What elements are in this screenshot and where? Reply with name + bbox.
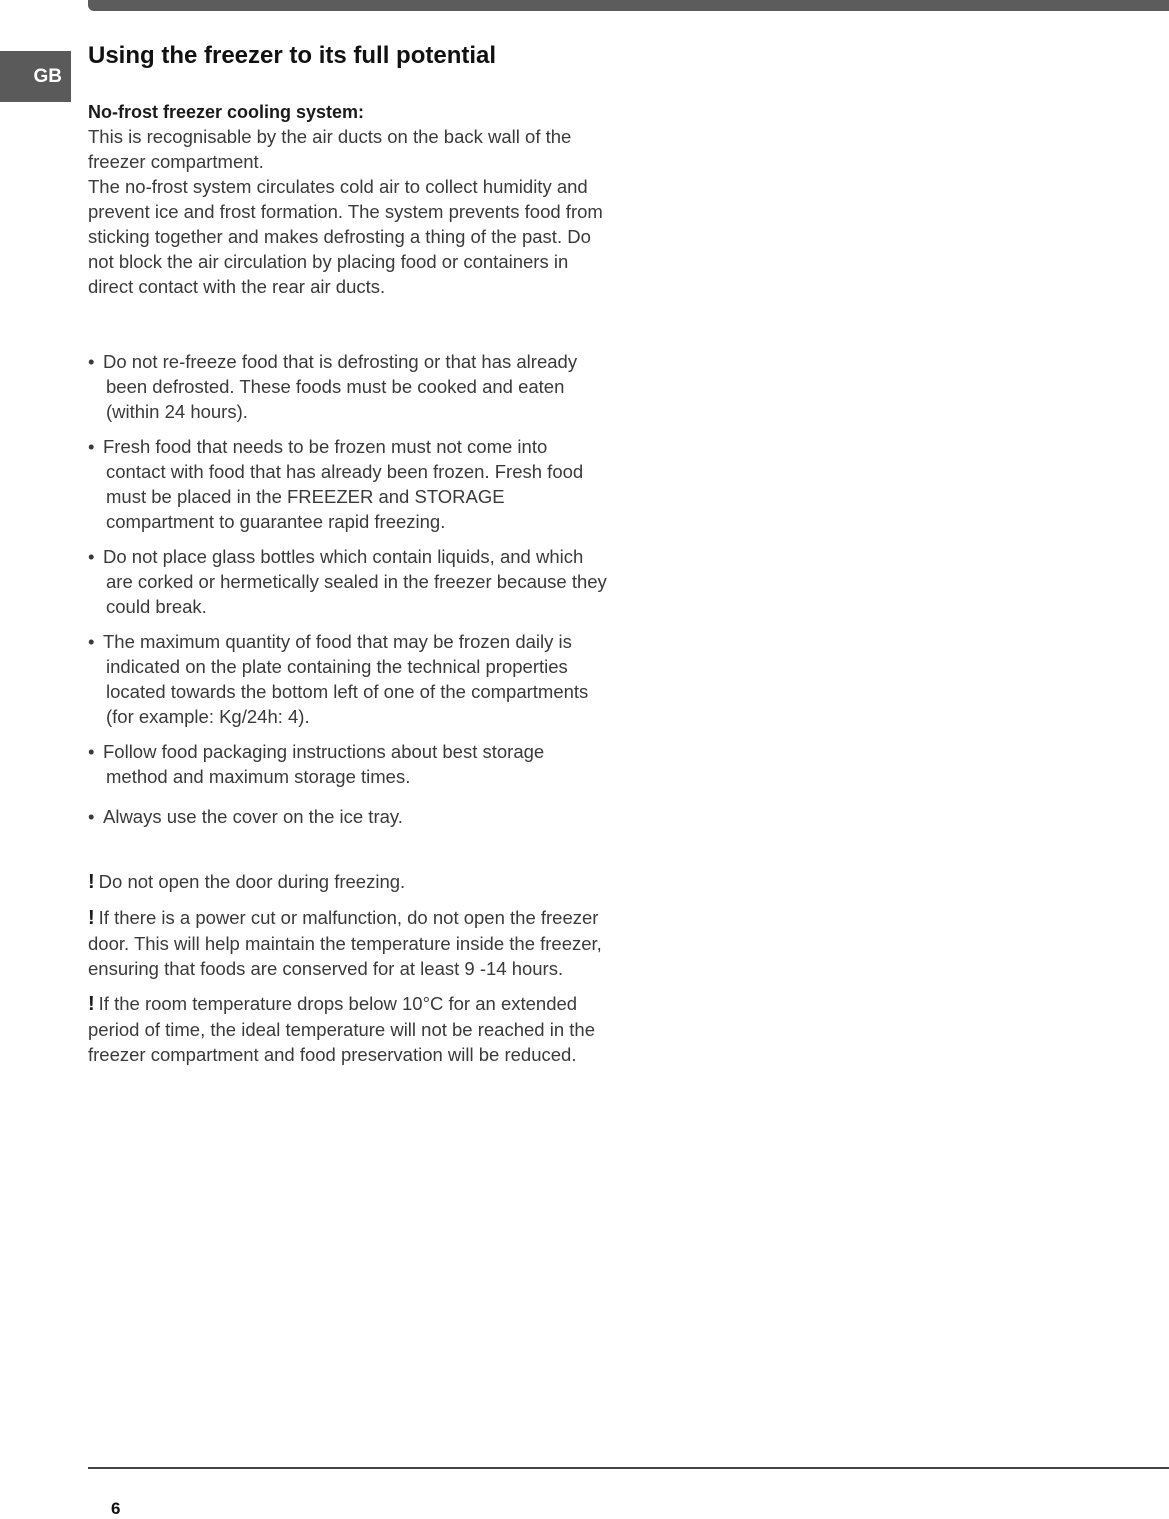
list-item-text: The maximum quantity of food that may be frozen daily is indicated on the plate containing the technical properties located towards the bottom left of one of the compartments (for example: Kg/24h: 4). bbox=[103, 631, 589, 727]
list-item bbox=[88, 434, 608, 534]
bullet-icon: • bbox=[88, 631, 95, 652]
list-item bbox=[88, 804, 608, 829]
bullet-icon: • bbox=[88, 741, 95, 762]
list-item-text: Do not place glass bottles which contain liquids, and which are corked or hermetically sealed in the freezer because they could break. bbox=[103, 546, 607, 617]
bullet-icon: • bbox=[88, 806, 95, 827]
list-item bbox=[88, 349, 608, 424]
warnings-section bbox=[88, 869, 608, 1067]
list-item-text: Always use the cover on the ice tray. bbox=[103, 806, 403, 827]
section-heading: No-frost freezer cooling system: bbox=[88, 102, 365, 122]
language-tab: GB bbox=[0, 51, 71, 102]
intro-paragraph: This is recognisable by the air ducts on the back wall of the freezer compartment. bbox=[88, 126, 572, 172]
page-number: 6 bbox=[111, 1499, 121, 1518]
tips-list bbox=[88, 349, 608, 829]
warning-note bbox=[88, 869, 608, 895]
bullet-icon: • bbox=[88, 546, 95, 567]
warning-text: If the room temperature drops below 10°C for an extended period of time, the ideal temperature will not be reached in the freezer compartment and food preservation will be reduced. bbox=[88, 993, 595, 1065]
list-item bbox=[88, 544, 608, 619]
warning-note bbox=[88, 991, 608, 1067]
warning-note bbox=[88, 905, 608, 981]
no-frost-paragraph: The no-frost system circulates cold air to collect humidity and prevent ice and frost formation. The system prevents food from sticking together and makes defrosting a thing of the past. Do not block the air circulation by placing food or containers in direct contact with the rear air ducts. bbox=[88, 176, 603, 297]
exclamation-icon: ! bbox=[88, 993, 95, 1015]
bullet-icon: • bbox=[88, 436, 95, 457]
exclamation-icon: ! bbox=[88, 871, 95, 893]
list-item bbox=[88, 629, 608, 729]
footer-divider bbox=[88, 1467, 1169, 1469]
warning-text: If there is a power cut or malfunction, do not open the freezer door. This will help maintain the temperature inside the freezer, ensuring that foods are conserved for at least 9 -14 hours. bbox=[88, 907, 602, 979]
header-bar bbox=[88, 0, 1169, 11]
bullet-icon: • bbox=[88, 351, 95, 372]
list-item bbox=[88, 739, 608, 789]
list-item-text: Follow food packaging instructions about best storage method and maximum storage times. bbox=[103, 741, 545, 787]
exclamation-icon: ! bbox=[88, 907, 95, 929]
list-item-text: Fresh food that needs to be frozen must not come into contact with food that has already been frozen. Fresh food must be placed in the FREEZER and STORAGE compartment to guarantee rapid freezing. bbox=[103, 436, 584, 532]
warning-text: Do not open the door during freezing. bbox=[98, 871, 406, 892]
main-content bbox=[88, 40, 608, 1077]
page-title: Using the freezer to its full potential bbox=[88, 42, 497, 69]
list-item-text: Do not re-freeze food that is defrosting or that has already been defrosted. These foods must be cooked and eaten (within 24 hours). bbox=[103, 351, 578, 422]
